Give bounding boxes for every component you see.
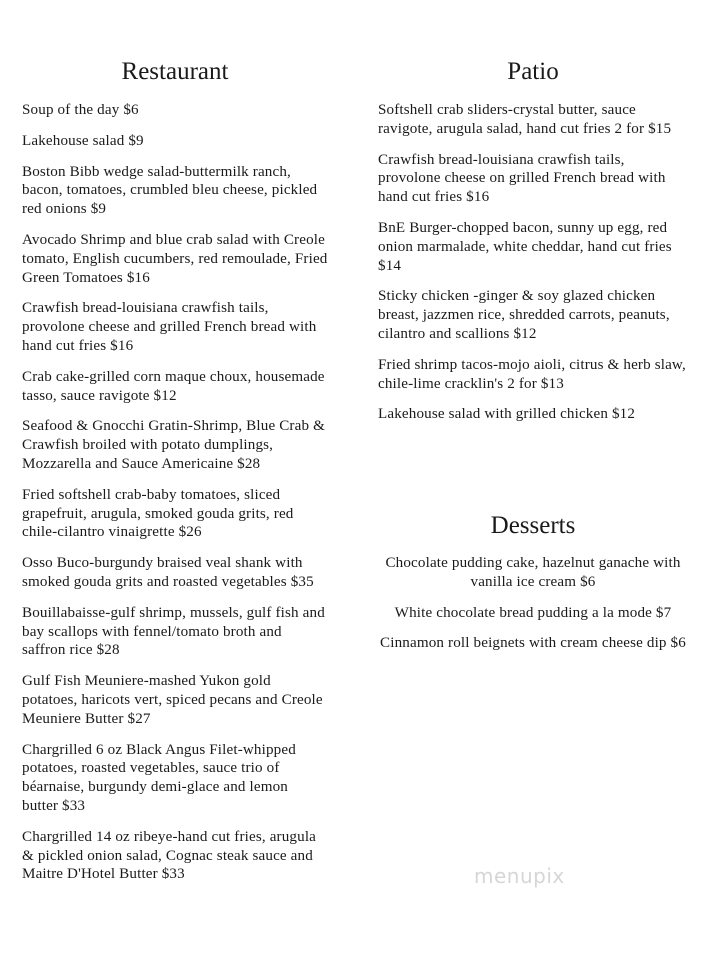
menu-item: Boston Bibb wedge salad-buttermilk ranch, bacon, tomatoes, crumbled bleu cheese, pickled red onions $9 — [22, 163, 318, 218]
menu-item: Chargrilled 6 oz Black Angus Filet-whipped potatoes, roasted vegetables, sauce trio of béarnaise, burgundy demi-glace and lemon butter $33 — [22, 741, 296, 814]
menu-item: Fried shrimp tacos-mojo aioli, citrus & herb slaw, chile-lime cracklin's 2 for $13 — [378, 356, 686, 392]
dessert-item: White chocolate bread pudding a la mode $7 — [394, 604, 672, 621]
menu-item: BnE Burger-chopped bacon, sunny up egg, red onion marmalade, white cheddar, hand cut fries $14 — [378, 219, 672, 274]
desserts-menu-list — [378, 554, 688, 665]
menu-item: Crawfish bread-louisiana crawfish tails, provolone cheese and grilled French bread with hand cut fries $16 — [22, 300, 317, 354]
menu-item: Osso Buco-burgundy braised veal shank with smoked gouda grits and roasted vegetables $35 — [22, 555, 314, 590]
menu-item: Gulf Fish Meuniere-mashed Yukon gold potatoes, haricots vert, spiced pecans and Creole Meuniere Butter $27 — [22, 673, 323, 727]
dessert-item: Chocolate pudding cake, hazelnut ganache with vanilla ice cream $6 — [385, 555, 681, 590]
menu-item: Crawfish bread-louisiana crawfish tails, provolone cheese on grilled French bread with hand cut fries $16 — [378, 151, 666, 206]
menu-item: Seafood & Gnocchi Gratin-Shrimp, Blue Crab & Crawfish broiled with potato dumplings, Mozzarella and Sauce Americaine $28 — [22, 418, 325, 472]
menu-item: Crab cake-grilled corn maque choux, housemade tasso, sauce ravigote $12 — [22, 368, 325, 404]
menu-item: Sticky chicken -ginger & soy glazed chicken breast, jazzmen rice, shredded carrots, peanuts, cilantro and scallions $12 — [378, 288, 670, 342]
menu-item: Lakehouse salad with grilled chicken $12 — [378, 406, 636, 423]
menu-item: Chargrilled 14 oz ribeye-hand cut fries, arugula & pickled onion salad, Cognac steak sauce and Maitre D'Hotel Butter $33 — [22, 828, 317, 883]
menu-item: Lakehouse salad $9 — [22, 132, 144, 149]
menu-item: Soup of the day $6 — [22, 102, 139, 118]
menu-item: Fried softshell crab-baby tomatoes, sliced grapefruit, arugula, smoked gouda grits, red chile-cilantro vinaigrette $26 — [22, 486, 294, 541]
patio-heading: Patio — [507, 58, 559, 85]
menu-item: Softshell crab sliders-crystal butter, sauce ravigote, arugula salad, hand cut fries 2 for $15 — [378, 102, 672, 137]
menu-item: Bouillabaisse-gulf shrimp, mussels, gulf fish and bay scallops with fennel/tomato broth and saffron rice $28 — [22, 604, 325, 659]
desserts-heading: Desserts — [490, 512, 576, 539]
menupix-watermark: menupix — [474, 864, 565, 888]
dessert-item: Cinnamon roll beignets with cream cheese dip $6 — [380, 635, 686, 652]
restaurant-menu-list — [22, 101, 328, 896]
patio-menu-list — [378, 101, 688, 436]
menu-item: Avocado Shrimp and blue crab salad with Creole tomato, English cucumbers, red remoulade, Fried Green Tomatoes $16 — [22, 231, 328, 286]
restaurant-heading: Restaurant — [121, 58, 229, 85]
